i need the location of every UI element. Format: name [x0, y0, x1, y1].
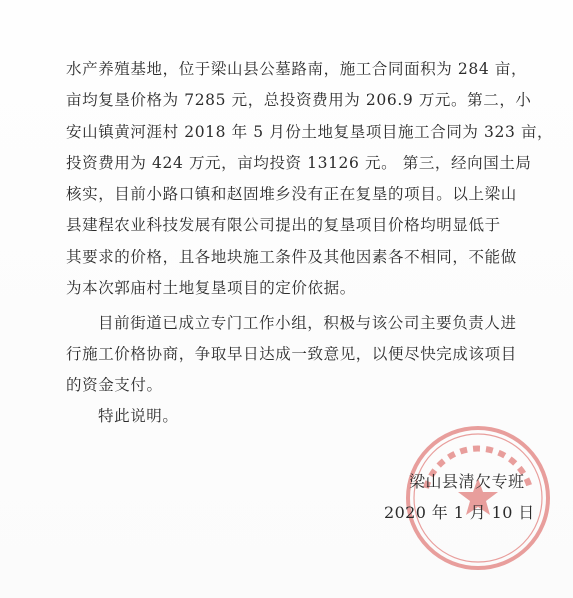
body-line-1: 水产养殖基地，位于梁山县公墓路南，施工合同面积为 284 亩， [66, 60, 528, 78]
official-seal [398, 418, 558, 578]
body-line-6: 县建程农业科技发展有限公司提出的复垦项目价格均明显低于 [66, 216, 501, 234]
body-line-8: 为本次郭庙村土地复垦项目的定价依据。 [66, 279, 356, 297]
closing-line: 特此说明。 [98, 407, 179, 425]
signature-organization: 梁山县清欠专班 [409, 472, 525, 491]
body-line-5: 核实，目前小路口镇和赵固堆乡没有正在复垦的项目。以上梁山 [66, 185, 517, 203]
paragraph2-line-3: 的资金支付。 [66, 376, 163, 394]
body-line-3: 安山镇黄河涯村 2018 年 5 月份土地复垦项目施工合同为 323 亩， [66, 123, 554, 141]
body-line-7: 其要求的价格，且各地块施工条件及其他因素各不相同，不能做 [66, 248, 517, 266]
body-line-2: 亩均复垦价格为 7285 元，总投资费用为 206.9 万元。第二，小 [66, 91, 532, 109]
body-line-4: 投资费用为 424 万元，亩均投资 13126 元。 第三，经向国土局 [66, 154, 532, 172]
paragraph2-line-2: 行施工价格协商，争取早日达成一致意见，以便尽快完成该项目 [66, 345, 517, 363]
signature-date: 2020 年 1 月 10 日 [384, 503, 535, 522]
paragraph2-line-1: 目前街道已成立专门工作小组，积极与该公司主要负责人进 [98, 314, 517, 332]
